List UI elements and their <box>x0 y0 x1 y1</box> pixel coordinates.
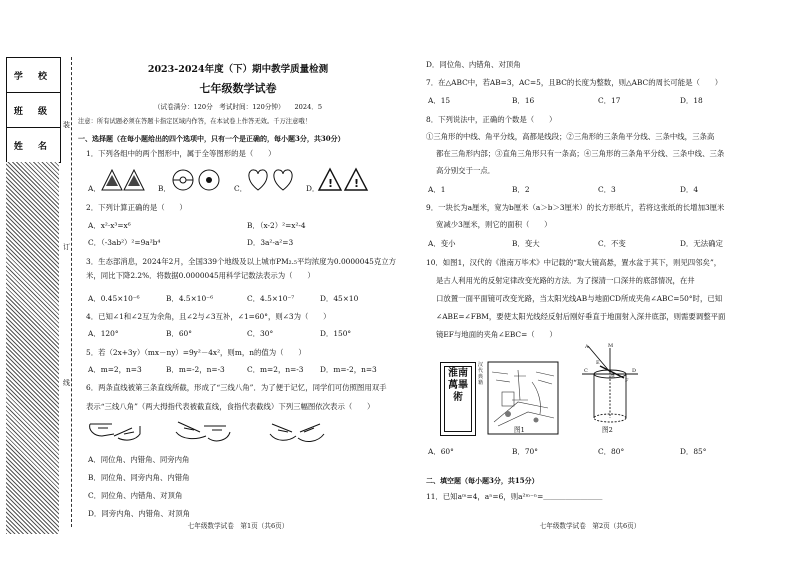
q8-line2: ①三角形的中线、角平分线，高都是线段；②三角形的三条角平分线、三条中线，三条高 <box>426 132 715 141</box>
q2-stem: 2．下列计算正确的是（ ） <box>86 203 187 212</box>
q10-opt-c: C．80° <box>598 447 625 456</box>
q3-line2: 米，同比下降2.2%．将数据0.0000045用科学记数法表示为（ ） <box>86 271 315 280</box>
q4-opt-b: B．60° <box>166 329 192 338</box>
seal-char-xian: 线 <box>63 379 70 387</box>
q3-opt-a: A．0.45×10⁻⁶ <box>88 294 140 303</box>
q7-opt-c: C．17 <box>598 96 621 105</box>
q6-opt-d-continued: D．同位角、内错角、对顶角 <box>426 60 521 69</box>
q1-stem: 1．下列各组中的两个图形中，属于全等图形的是（ ） <box>86 149 276 158</box>
q2-opt-d: D．3a²-a²=3 <box>247 238 294 247</box>
q6-opt-d: D．同旁内角、内错角、对顶角 <box>88 509 191 518</box>
q1-fig-d-warning-signs <box>318 168 370 192</box>
q8-opt-d: D．4 <box>680 185 699 194</box>
q10-book-side-label: 汉代典籍 <box>478 362 484 386</box>
q8-opt-b: B．2 <box>512 185 530 194</box>
q10-line5: 镜EF与地面的夹角∠EBC=（ ） <box>436 330 557 339</box>
q9-opt-d: D．无法确定 <box>680 239 723 248</box>
q8-opt-a: A．1 <box>428 185 446 194</box>
exam-title: 2023-2024年度（下）期中教学质量检测 <box>147 64 329 75</box>
q2-opt-a: A．x²·x³=x⁶ <box>88 221 131 230</box>
q2-opt-c: C．（-3ab²）²=9a²b⁴ <box>88 238 161 247</box>
q10-line4: ∠ABE=∠FBM，要使太阳光线经反射后刚好垂直于地面射入深井底部，则需要调整平面 <box>436 312 726 321</box>
q1-fig-c-hearts <box>247 168 297 192</box>
school-label: 学 校 <box>13 72 54 82</box>
q4-opt-d: D．150° <box>320 329 352 338</box>
svg-text:!: ! <box>354 177 360 190</box>
q9-line1: 9．一块长为a厘米，宽为b厘米（a＞b＞3厘米）的长方形纸片，若将这张纸的长增加3厘米 <box>426 203 725 212</box>
q1-fig-b-circles <box>172 168 222 192</box>
svg-text:D: D <box>632 368 637 374</box>
q10-line1: 10．如图1，汉代的《淮南万毕术》中记载的“取大镜高悬，置水盆于其下，则见四邻矣”， <box>426 258 722 267</box>
q9-opt-a: A．变小 <box>428 239 456 248</box>
svg-text:F: F <box>625 378 629 384</box>
q3-opt-c: C．4.5×10⁻⁷ <box>247 294 295 303</box>
footer-page-2: 七年级数学试卷 第2页（共6页） <box>539 522 641 530</box>
student-info-box <box>6 57 61 163</box>
q1-opt-a: A． <box>88 184 101 193</box>
q7-opt-b: B．16 <box>512 96 535 105</box>
q11-stem: 11．已知aᵐ=4，aⁿ=6，则a²ᵐ⁻ⁿ=＿＿＿＿＿＿＿＿ <box>426 492 603 501</box>
svg-text:E: E <box>596 360 600 366</box>
footer-page-1: 七年级数学试卷 第1页（共6页） <box>187 522 289 530</box>
q8-line4: 高分别交于一点． <box>436 166 496 175</box>
q6-opt-b: B．同位角、同旁内角、内错角 <box>88 473 190 482</box>
svg-text:A: A <box>585 344 589 350</box>
seal-char-ding: 订 <box>63 243 70 251</box>
q10-opt-d: D．85° <box>680 447 707 456</box>
q5-opt-d: D．m=-2，n=3 <box>320 365 377 374</box>
q4-stem: 4．已知∠1和∠2互为余角，且∠2与∠3互补，∠1=60°，则∠3为（ ） <box>86 312 331 321</box>
class-label: 班 级 <box>13 107 54 117</box>
binding-cut-line <box>71 57 72 527</box>
q3-line1: 3．生态部消息，2024年2月，全国339个地级及以上城市PM₂.₅平均浓度为0.0000045克立方 <box>86 257 397 266</box>
q6-opt-a: A．同位角、内错角、同旁内角 <box>88 455 190 464</box>
q7-stem: 7．在△ABC中，若AB=3，AC=5，且BC的长度为整数，则△ABC的周长可能是（ ） <box>426 78 723 87</box>
q2-opt-b: B．（x-2）²=x²-4 <box>247 221 306 230</box>
exam-subtitle: 七年级数学试卷 <box>199 82 277 95</box>
section-fill-heading: 二、填空题（每小题3分，共15分） <box>426 476 539 485</box>
q5-opt-a: A．m=2，n=3 <box>88 365 142 374</box>
q6-line2: 表示“三线八角”（两大拇指代表被截直线，食指代表截线）下列三幅图依次表示（ ） <box>86 402 375 411</box>
section-choice-heading: 一、选择题（在每小题给出的四个选项中，只有一个是正确的，每小题3分，共30分） <box>78 134 345 143</box>
q5-opt-b: B．m=-2，n=-3 <box>166 365 225 374</box>
q10-fig1-book-cover <box>440 362 476 436</box>
svg-text:!: ! <box>328 177 334 190</box>
q8-line3: 都在三角形内部；③直角三角形只有一条高；④三角形的三条角平分线、三条中线、三条 <box>436 149 725 158</box>
svg-text:C: C <box>584 368 588 374</box>
q3-opt-d: D．45×10 <box>320 294 359 303</box>
q10-line3: 口放置一面平面镜可改变光路，当太阳光线AB与地面CD所成夹角∠ABC=50°时，已知 <box>436 294 723 303</box>
svg-text:B: B <box>611 374 615 380</box>
q5-opt-c: C．m=2，n=-3 <box>247 365 304 374</box>
q10-opt-a: A．60° <box>428 447 454 456</box>
binding-hatch-strip <box>6 162 59 534</box>
exam-meta: （试卷满分：120分 考试时间：120分钟） 2024．5 <box>153 103 323 111</box>
name-label: 姓 名 <box>13 142 54 152</box>
svg-text:M: M <box>608 343 614 349</box>
q5-stem: 5．若（2x+3y）（mx－ny）=9y²－4x²，则m，n的值为（ ） <box>86 348 306 357</box>
q4-opt-c: C．30° <box>247 329 274 338</box>
q6-hand-gestures-figure <box>88 416 388 446</box>
q1-opt-d: D． <box>306 184 320 193</box>
q8-opt-c: C．3 <box>598 185 616 194</box>
q10-fig2-well-diagram <box>582 344 638 428</box>
exam-notice: 注意：所有试题必须在答题卡指定区域内作答，在本试卷上作答无效。千万注意哦！ <box>78 118 311 125</box>
q7-opt-a: A．15 <box>428 96 451 105</box>
q10-fig1-illustration <box>488 362 558 434</box>
q10-opt-b: B．70° <box>512 447 538 456</box>
q3-opt-b: B．4.5×10⁻⁶ <box>166 294 214 303</box>
q10-fig1-caption: 图1 <box>514 426 525 434</box>
q7-opt-d: D．18 <box>680 96 703 105</box>
q1-fig-a-triangles <box>102 168 146 192</box>
q6-line1: 6．两条直线被第三条直线所截，形成了“三线八角”．为了便于记忆，同学们可仿照图用双手 <box>86 383 387 392</box>
q10-fig2-caption: 图2 <box>602 426 613 434</box>
q1-opt-c: C． <box>234 184 248 193</box>
q8-line1: 8．下列说法中，正确的个数是（ ） <box>426 115 557 124</box>
q10-book-title: 淮南萬畢術 <box>448 368 468 403</box>
q9-opt-c: C．不变 <box>598 239 626 248</box>
q6-opt-c: C．同位角、内错角、对顶角 <box>88 491 183 500</box>
q10-line2: 是古人利用光的反射定律改变光路的方法．为了探清一口深井的底部情况，在井 <box>436 276 695 285</box>
seal-char-zhuang: 装 <box>63 121 70 129</box>
q9-opt-b: B．变大 <box>512 239 540 248</box>
q1-opt-b: B． <box>158 184 171 193</box>
q9-line2: 宽减少3厘米，则它的面积（ ） <box>436 220 552 229</box>
q4-opt-a: A．120° <box>88 329 119 338</box>
